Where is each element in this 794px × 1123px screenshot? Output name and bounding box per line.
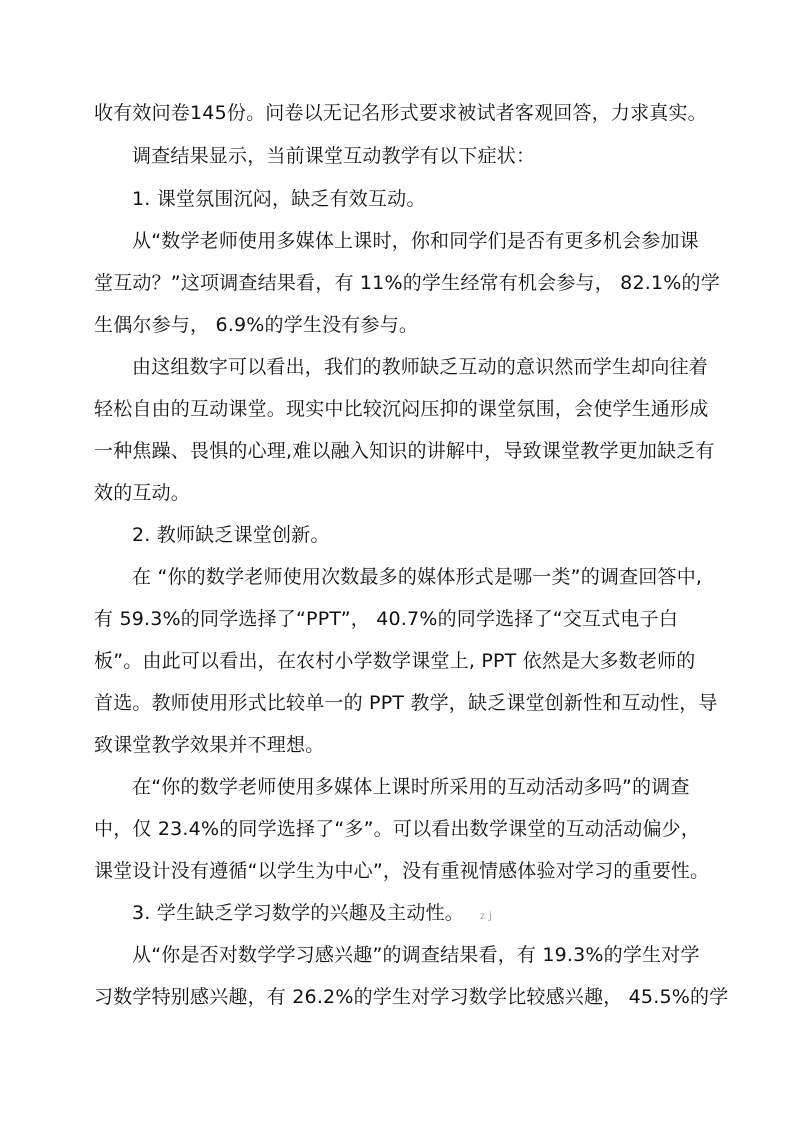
list-heading-2: 2. 教师缺乏课堂创新。 (132, 524, 330, 546)
text-line-19: 课堂设计没有遵循“以学生为中心”，没有重视情感体验对学习的重要性。 (94, 860, 710, 882)
list-heading-3-text: 3. 学生缺乏学习数学的兴趣及主动性。 (132, 902, 464, 924)
text-line-8: 轻松自由的互动课堂。现实中比较沉闷压抑的课堂氛围，会使学生通形成 (94, 398, 709, 420)
text-line-1: 收有效问卷145份。问卷以无记名形式要求被试者客观回答，力求真实。 (94, 102, 707, 124)
text-line-12: 在 “你的数学老师使用次数最多的媒体形式是哪一类”的调查回答中, (132, 566, 703, 588)
text-line-2: 调查结果显示，当前课堂互动教学有以下症状： (132, 145, 536, 167)
text-line-5: 堂互动？”这项调查结果看，有 11%的学生经常有机会参与， 82.1%的学 (94, 272, 720, 294)
text-line-7: 由这组数字可以看出，我们的教师缺乏互动的意识然而学生却向往着 (132, 356, 709, 378)
text-line-21: 从“你是否对数学学习感兴趣”的调查结果看，有 19.3%的学生对学 (132, 944, 700, 966)
text-line-17: 在“你的数学老师使用多媒体上课时所采用的互动活动多吗”的调查 (132, 776, 690, 798)
list-heading-3 (132, 899, 492, 931)
text-line-10: 效的互动。 (94, 482, 191, 504)
list-heading-1: 1. 课堂氛围沉闷，缺乏有效互动。 (132, 188, 426, 210)
text-line-13: 有 59.3%的同学选择了“PPT”， 40.7%的同学选择了“交互式电子白 (94, 608, 679, 630)
text-line-9: 一种焦躁、畏惧的心理,难以融入知识的讲解中，导致课堂教学更加缺乏有 (94, 440, 715, 462)
text-line-15: 首选。教师使用形式比较单一的 PPT 教学，缺乏课堂创新性和互动性，导 (94, 692, 718, 714)
text-line-4: 从“数学老师使用多媒体上课时，你和同学们是否有更多机会参加课 (132, 230, 699, 252)
text-line-18: 中，仅 23.4%的同学选择了“多”。可以看出数学课堂的互动活动偏少， (94, 818, 701, 840)
text-line-6: 生偶尔参与， 6.9%的学生没有参与。 (94, 314, 419, 336)
text-line-22: 习数学特别感兴趣，有 26.2%的学生对学习数学比较感兴趣， 45.5%的学 (94, 986, 729, 1008)
text-line-16: 致课堂教学效果并不理想。 (94, 734, 325, 756)
text-line-14: 板”。由此可以看出，在农村小学数学课堂上, PPT 依然是大多数老师的 (94, 650, 696, 672)
faint-marks: z j (479, 911, 493, 922)
